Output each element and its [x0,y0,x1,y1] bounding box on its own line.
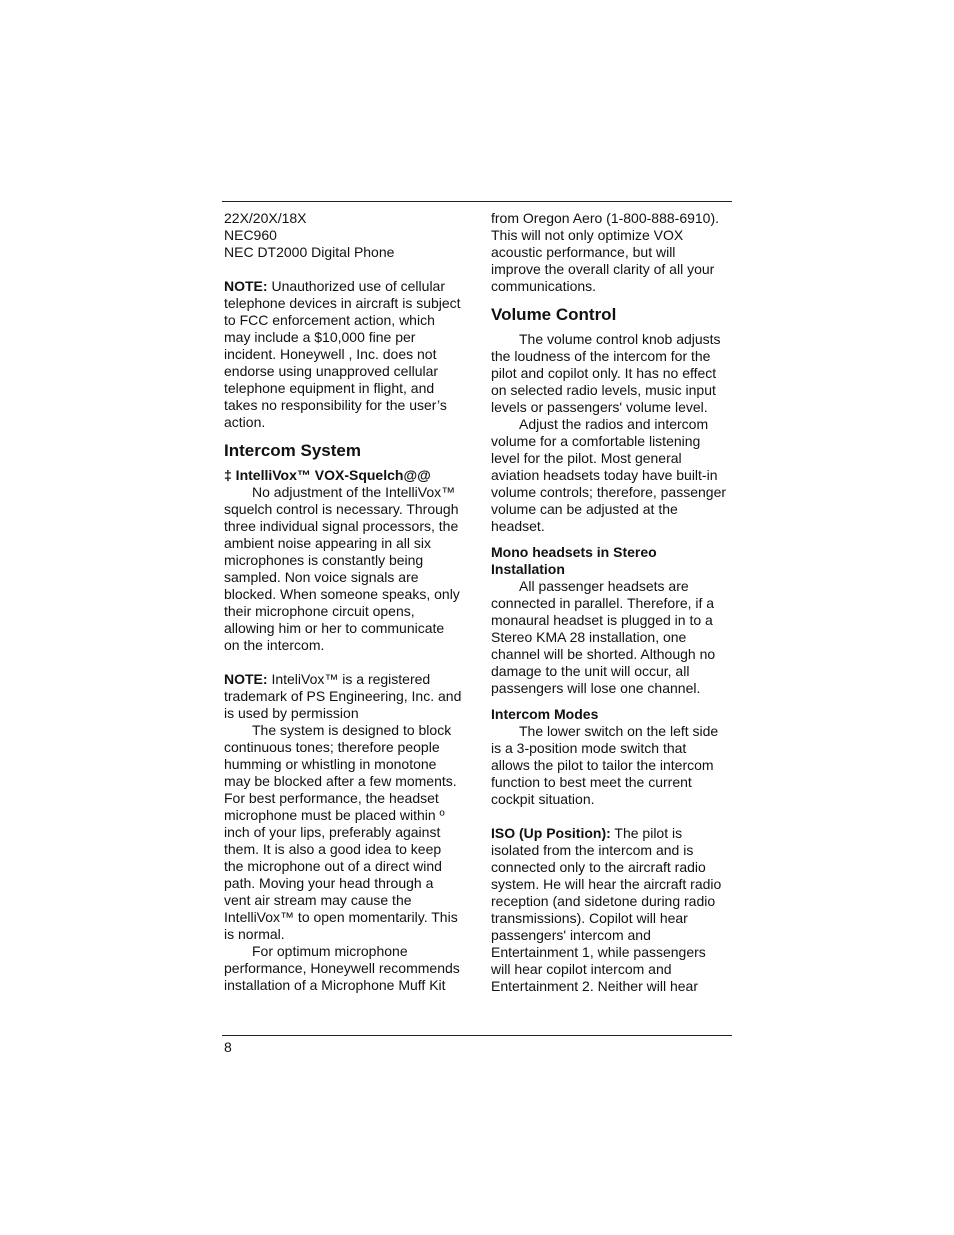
paragraph-line: No adjustment of the IntelliVox™ [252,484,456,500]
paragraph-line: sampled. Non voice signals are [224,569,419,585]
iso-label: ISO (Up Position): [491,825,611,841]
paragraph-line: connected only to the aircraft radio [491,859,706,875]
trademark-note [224,671,468,722]
paragraph-line: For best performance, the headset [224,790,439,806]
subheading-intellivox: ‡ IntelliVox™ VOX-Squelch@@ [224,467,431,483]
paragraph-line: three individual signal processors, the [224,518,459,534]
paragraph-line: Stereo KMA 28 installation, one [491,629,687,645]
phone-model-list [224,210,468,261]
paragraph-line: volume for a comfortable listening [491,433,701,449]
paragraph-line: cockpit situation. [491,791,595,807]
paragraph-line: is a 3-position mode switch that [491,740,687,756]
paragraph-line: allows the pilot to tailor the intercom [491,757,714,773]
note-text: telephone equipment in flight, and [224,380,435,396]
note-label: NOTE: [224,671,268,687]
paragraph-line: the loudness of the intercom for the [491,348,711,364]
paragraph-line: damage to the unit will occur, all [491,663,690,679]
note-text: is used by permission [224,705,359,721]
paragraph-line: This will not only optimize VOX [491,227,684,243]
modes-paragraph [491,723,735,808]
paragraph-line: monaural headset is plugged in to a [491,612,713,628]
note-label: NOTE: [224,278,268,294]
note-text: action. [224,414,266,430]
muff-kit-paragraph [224,943,468,994]
model-line: 22X/20X/18X [224,210,307,226]
mono-paragraph [491,578,735,697]
right-column [491,210,735,995]
left-column [224,210,468,994]
note-text: endorse using unapproved cellular [224,363,439,379]
paragraph-line: system. He will hear the aircraft radio [491,876,722,892]
paragraph-line: The system is designed to block [252,722,452,738]
paragraph-line: Adjust the radios and intercom [519,416,709,432]
paragraph-line: squelch control is necessary. Through [224,501,459,517]
paragraph-line: continuous tones; therefore people [224,739,440,755]
paragraph-line: them. It is also a good idea to keep [224,841,442,857]
footer-rule [222,1035,732,1036]
paragraph-line: blocked. When someone speaks, only [224,586,460,602]
paragraph-line: The pilot is [610,825,683,841]
paragraph-line: Entertainment 1, while passengers [491,944,706,960]
muff-kit-continuation [491,210,735,295]
paragraph-line: on selected radio levels, music input [491,382,716,398]
paragraph-line: performance, Honeywell recommends [224,960,460,976]
volume-paragraph-1 [491,331,735,416]
paragraph-line: allowing him or her to communicate [224,620,445,636]
paragraph-line: transmissions). Copilot will hear [491,910,688,926]
page-number: 8 [224,1039,232,1055]
paragraph-line: path. Moving your head through a [224,875,434,891]
header-rule [222,201,732,202]
paragraph-line: on the intercom. [224,637,325,653]
paragraph-line: humming or whistling in monotone [224,756,437,772]
note-text: InteliVox™ is a registered [267,671,431,687]
paragraph-line: headset. [491,518,545,534]
paragraph-line: reception (and sidetone during radio [491,893,716,909]
paragraph-line: For optimum microphone [252,943,408,959]
paragraph-line: ambient noise appearing in all six [224,535,432,551]
paragraph-line: the microphone out of a direct wind [224,858,442,874]
paragraph-line: function to best meet the current [491,774,692,790]
paragraph-line: communications. [491,278,597,294]
paragraph-line: aviation headsets today have built-in [491,467,718,483]
paragraph-line: The lower switch on the left side [519,723,719,739]
paragraph-line: All passenger headsets are [519,578,689,594]
model-line: NEC DT2000 Digital Phone [224,244,395,260]
note-text: may include a $10,000 fine per [224,329,416,345]
paragraph-line: will hear copilot intercom and [491,961,672,977]
paragraph-line: installation of a Microphone Muff Kit [224,977,446,993]
note-text: to FCC enforcement action, which [224,312,435,328]
paragraph-line: The volume control knob adjusts [519,331,721,347]
paragraph-line: volume can be adjusted at the [491,501,678,517]
paragraph-line: may be blocked after a few moments. [224,773,457,789]
model-line: NEC960 [224,227,277,243]
paragraph-line: passengers' intercom and [491,927,651,943]
note-text: incident. Honeywell , Inc. does not [224,346,437,362]
paragraph-line: isolated from the intercom and is [491,842,694,858]
paragraph-line: inch of your lips, preferably against [224,824,441,840]
paragraph-line: passengers will lose one channel. [491,680,701,696]
paragraph-line: vent air stream may cause the [224,892,412,908]
paragraph-line: levels or passengers' volume level. [491,399,708,415]
paragraph-line: acoustic performance, but will [491,244,676,260]
note-text: Unauthorized use of cellular [267,278,445,294]
paragraph-line: volume controls; therefore, passenger [491,484,727,500]
tone-block-paragraph [224,722,468,943]
paragraph-line: pilot and copilot only. It has no effect [491,365,717,381]
paragraph-line: IntelliVox™ to open momentarily. This [224,909,458,925]
section-heading-volume: Volume Control [491,305,617,324]
paragraph-line: is normal. [224,926,285,942]
paragraph-line: Entertainment 2. Neither will hear [491,978,698,994]
paragraph-line: microphones is constantly being [224,552,424,568]
note-text: trademark of PS Engineering, Inc. and [224,688,462,704]
intellivox-paragraph [224,484,468,654]
cellular-note [224,278,468,431]
iso-paragraph [491,825,735,995]
paragraph-line: level for the pilot. Most general [491,450,682,466]
paragraph-line: channel will be shorted. Although no [491,646,716,662]
note-text: telephone devices in aircraft is subject [224,295,461,311]
note-text: takes no responsibility for the user’s [224,397,447,413]
section-heading-intercom: Intercom System [224,441,361,460]
paragraph-line: improve the overall clarity of all your [491,261,715,277]
subheading-intercom-modes: Intercom Modes [491,706,599,722]
paragraph-line: connected in parallel. Therefore, if a [491,595,715,611]
paragraph-line: from Oregon Aero (1-800-888-6910). [491,210,720,226]
volume-paragraph-2 [491,416,735,535]
paragraph-line: microphone must be placed within º [224,807,445,823]
subheading-mono-headsets: Mono headsets in Stereo Installation [491,544,657,577]
paragraph-line: their microphone circuit opens, [224,603,415,619]
